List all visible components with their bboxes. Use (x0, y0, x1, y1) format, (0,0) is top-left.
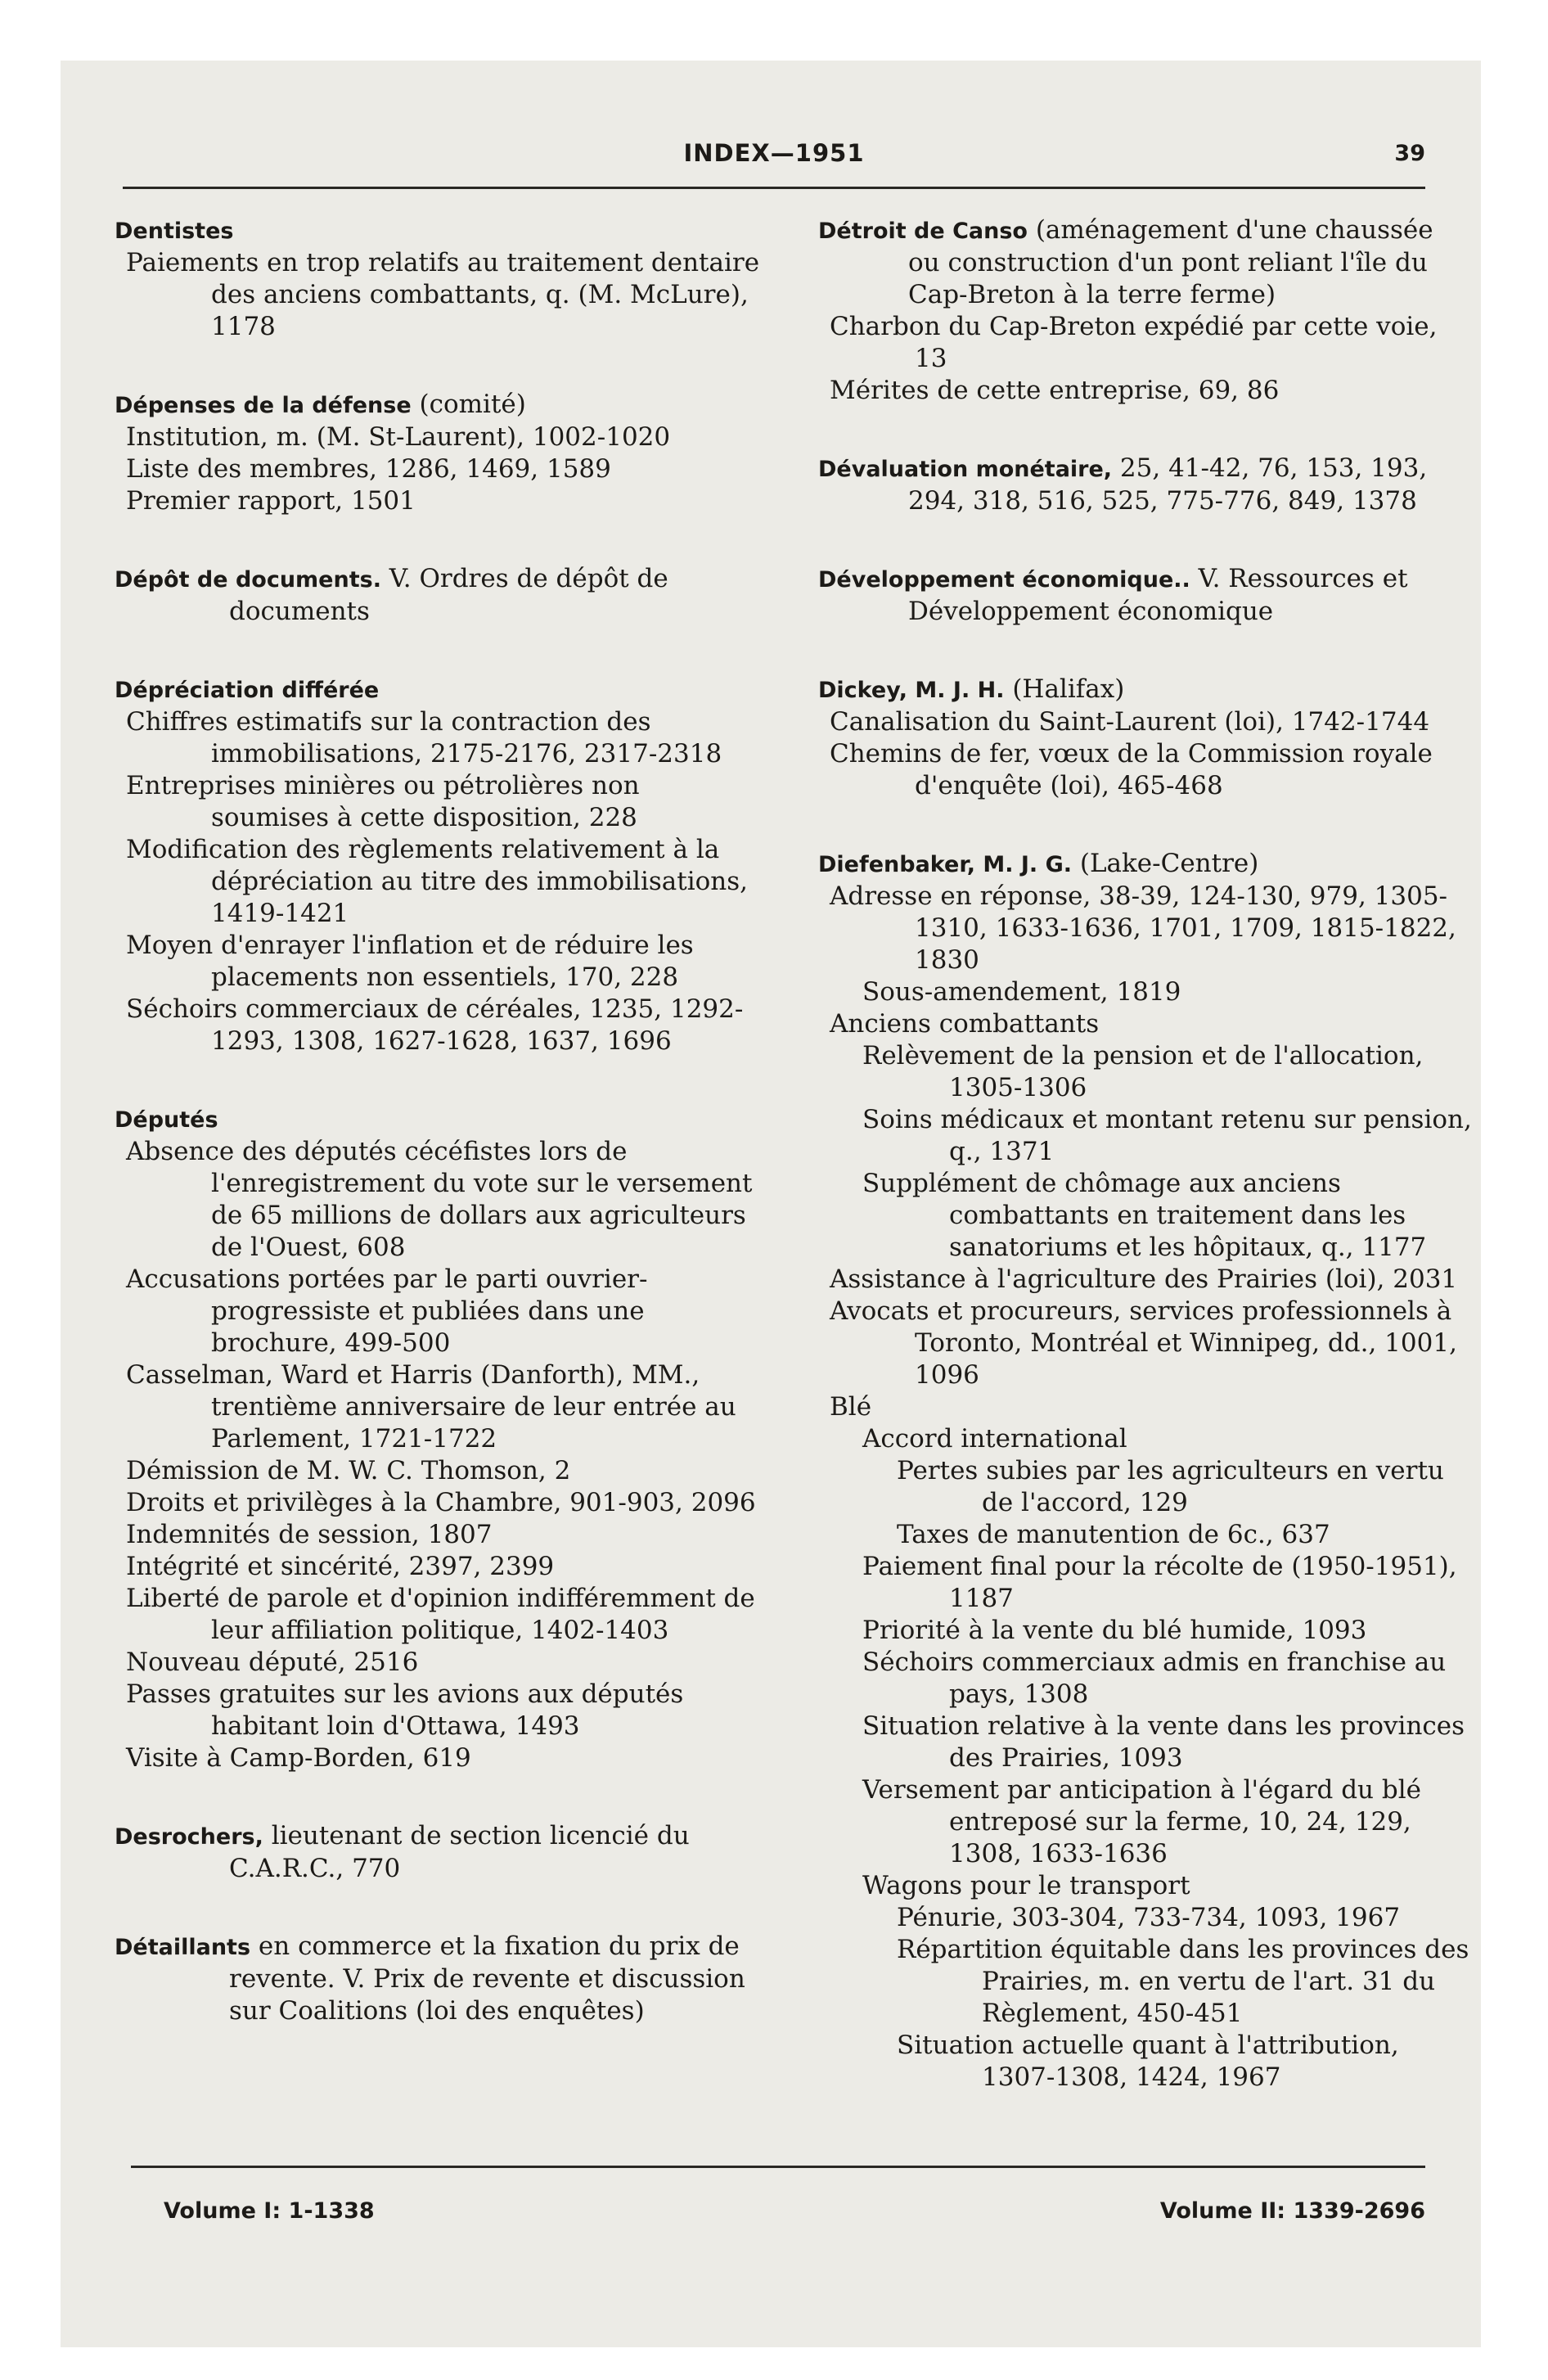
subentry: Sous-amendement, 1819 (862, 977, 1181, 1007)
index-entry-diefenbaker (818, 848, 1473, 2094)
subentry: Avocats et procureurs, services professionnels à Toronto, Montréal et Winnipeg, dd., 1001, 1096 (830, 1296, 1457, 1390)
headword: Desrochers, (115, 1824, 263, 1850)
subentry: Priorité à la vente du blé humide, 1093 (862, 1616, 1367, 1645)
subentry: Situation relative à la vente dans les provinces des Prairies, 1093 (862, 1711, 1465, 1773)
subentry: Accord international (862, 1424, 1127, 1454)
subentry: Accusations portées par le parti ouvrier-progressiste et publiées dans une brochure, 499-500 (126, 1264, 648, 1358)
page-title: INDEX—1951 (683, 139, 865, 167)
headword: Diefenbaker, M. J. G. (818, 852, 1072, 877)
headword-tail: (comité) (411, 390, 526, 419)
footer-volume-2: Volume II: 1339-2696 (1159, 2198, 1425, 2224)
headword: Dentistes (115, 219, 234, 244)
subentry: Casselman, Ward et Harris (Danforth), MM., trentième anniversaire de leur entrée au Parlement, 1721-1722 (126, 1360, 736, 1454)
footer-rule (131, 2166, 1425, 2168)
index-entry-depot (115, 563, 761, 628)
subentry: Liste des membres, 1286, 1469, 1589 (126, 454, 611, 484)
index-entry-detaillants (115, 1931, 761, 2027)
headword: Dickey, M. J. H. (818, 678, 1005, 703)
index-entry-depenses (115, 389, 761, 517)
subentry: Paiement final pour la récolte de (1950-1951), 1187 (862, 1552, 1457, 1613)
headword: Dépôt de documents. (115, 567, 381, 593)
headword: Détroit de Canso (818, 219, 1028, 244)
footer-volume-1: Volume I: 1-1338 (164, 2198, 375, 2224)
subentry: Visite à Camp-Borden, 619 (126, 1743, 471, 1773)
subentry: Séchoirs commerciaux de céréales, 1235, 1292-1293, 1308, 1627-1628, 1637, 1696 (126, 994, 744, 1056)
left-column (115, 214, 761, 2073)
headword-tail: (Halifax) (1004, 674, 1125, 704)
index-entry-desrochers (115, 1820, 761, 1885)
index-entry-dentistes (115, 214, 761, 343)
headword-tail: V. Ordres de dépôt de documents (229, 564, 668, 626)
index-entry-detroit (818, 214, 1473, 407)
subentry: Intégrité et sincérité, 2397, 2399 (126, 1552, 555, 1581)
page-header (123, 139, 1425, 188)
subentry: Chiffres estimatifs sur la contraction des immobilisations, 2175-2176, 2317-2318 (126, 707, 722, 769)
subentry: Charbon du Cap-Breton expédié par cette voie, 13 (830, 312, 1438, 373)
headword-tail: (aménagement d'une chaussée ou construction d'un pont reliant l'île du Cap-Breton à la terre ferme) (908, 215, 1433, 309)
headword-tail: lieutenant de section licencié du C.A.R.C., 770 (229, 1821, 690, 1883)
subentry: Situation actuelle quant à l'attribution, 1307-1308, 1424, 1967 (897, 2031, 1399, 2092)
subentry: Pénurie, 303-304, 733-734, 1093, 1967 (897, 1903, 1401, 1932)
subentry: Adresse en réponse, 38-39, 124-130, 979, 1305-1310, 1633-1636, 1701, 1709, 1815-1822, 1830 (830, 881, 1456, 975)
headword: Détaillants (115, 1935, 251, 1960)
subentry: Chemins de fer, vœux de la Commission royale d'enquête (loi), 465-468 (830, 739, 1433, 800)
subentry: Pertes subies par les agriculteurs en vertu de l'accord, 129 (897, 1456, 1444, 1517)
subentry: Liberté de parole et d'opinion indifféremment de leur affiliation politique, 1402-1403 (126, 1584, 755, 1645)
index-entry-depreciation (115, 674, 761, 1057)
subentry: Assistance à l'agriculture des Prairies (loi), 2031 (830, 1264, 1458, 1294)
subentry: Premier rapport, 1501 (126, 486, 416, 516)
subentry: Entreprises minières ou pétrolières non soumises à cette disposition, 228 (126, 771, 640, 832)
subentry: Canalisation du Saint-Laurent (loi), 1742-1744 (830, 707, 1430, 737)
subentry: Soins médicaux et montant retenu sur pension, q., 1371 (862, 1105, 1472, 1166)
subentry: Paiements en trop relatifs au traitement dentaire des anciens combattants, q. (M. McLure), 1178 (126, 248, 760, 341)
subentry: Modification des règlements relativement à la dépréciation au titre des immobilisations, 1419-1421 (126, 835, 749, 928)
subentry: Supplément de chômage aux anciens combattants en traitement dans les sanatoriums et les hôpitaux, q., 1177 (862, 1169, 1427, 1262)
subentry: Anciens combattants (830, 1009, 1100, 1039)
headword-tail: 25, 41-42, 76, 153, 193, 294, 318, 516, 525, 775-776, 849, 1378 (908, 453, 1428, 516)
subentry: Indemnités de session, 1807 (126, 1520, 493, 1549)
page-number: 39 (1394, 141, 1425, 166)
subentry: Passes gratuites sur les avions aux députés habitant loin d'Ottawa, 1493 (126, 1679, 684, 1741)
subentry: Nouveau député, 2516 (126, 1648, 419, 1677)
subentry: Blé (830, 1392, 872, 1422)
subentry: Répartition équitable dans les provinces des Prairies, m. en vertu de l'art. 31 du Règlement, 450-451 (897, 1935, 1469, 2028)
subentry: Absence des députés cécéfistes lors de l'enregistrement du vote sur le versement de 65 millions de dollars aux agriculteurs de l'Ouest, 608 (126, 1137, 753, 1262)
headword: Développement économique.. (818, 567, 1190, 593)
subentry: Taxes de manutention de 6c., 637 (897, 1520, 1330, 1549)
index-entry-developpement (818, 563, 1473, 628)
headword: Dévaluation monétaire, (818, 457, 1113, 482)
subentry: Institution, m. (M. St-Laurent), 1002-1020 (126, 422, 671, 452)
headword: Dépréciation différée (115, 678, 380, 703)
subentry: Séchoirs commerciaux admis en franchise au pays, 1308 (862, 1648, 1447, 1709)
subentry: Mérites de cette entreprise, 69, 86 (830, 376, 1280, 405)
headword: Dépenses de la défense (115, 393, 412, 418)
subentry: Versement par anticipation à l'égard du blé entreposé sur la ferme, 10, 24, 129, 1308, 1633-1636 (862, 1775, 1421, 1868)
headword-tail: en commerce et la fixation du prix de revente. V. Prix de revente et discussion sur Coalitions (loi des enquêtes) (229, 1931, 745, 2026)
right-column (818, 214, 1473, 2139)
index-entry-devaluation (818, 453, 1473, 517)
subentry: Relèvement de la pension et de l'allocation, 1305-1306 (862, 1041, 1424, 1102)
index-entry-deputes (115, 1103, 761, 1774)
subentry: Droits et privilèges à la Chambre, 901-903, 2096 (126, 1488, 756, 1517)
subentry: Wagons pour le transport (862, 1871, 1190, 1900)
headword-tail: (Lake-Centre) (1072, 849, 1259, 878)
subentry: Moyen d'enrayer l'inflation et de réduire les placements non essentiels, 170, 228 (126, 931, 694, 992)
index-entry-dickey (818, 674, 1473, 802)
headword: Députés (115, 1107, 218, 1133)
headword-tail: V. Ressources et Développement économique (908, 564, 1408, 626)
header-rule (123, 187, 1425, 189)
subentry: Démission de M. W. C. Thomson, 2 (126, 1456, 571, 1485)
